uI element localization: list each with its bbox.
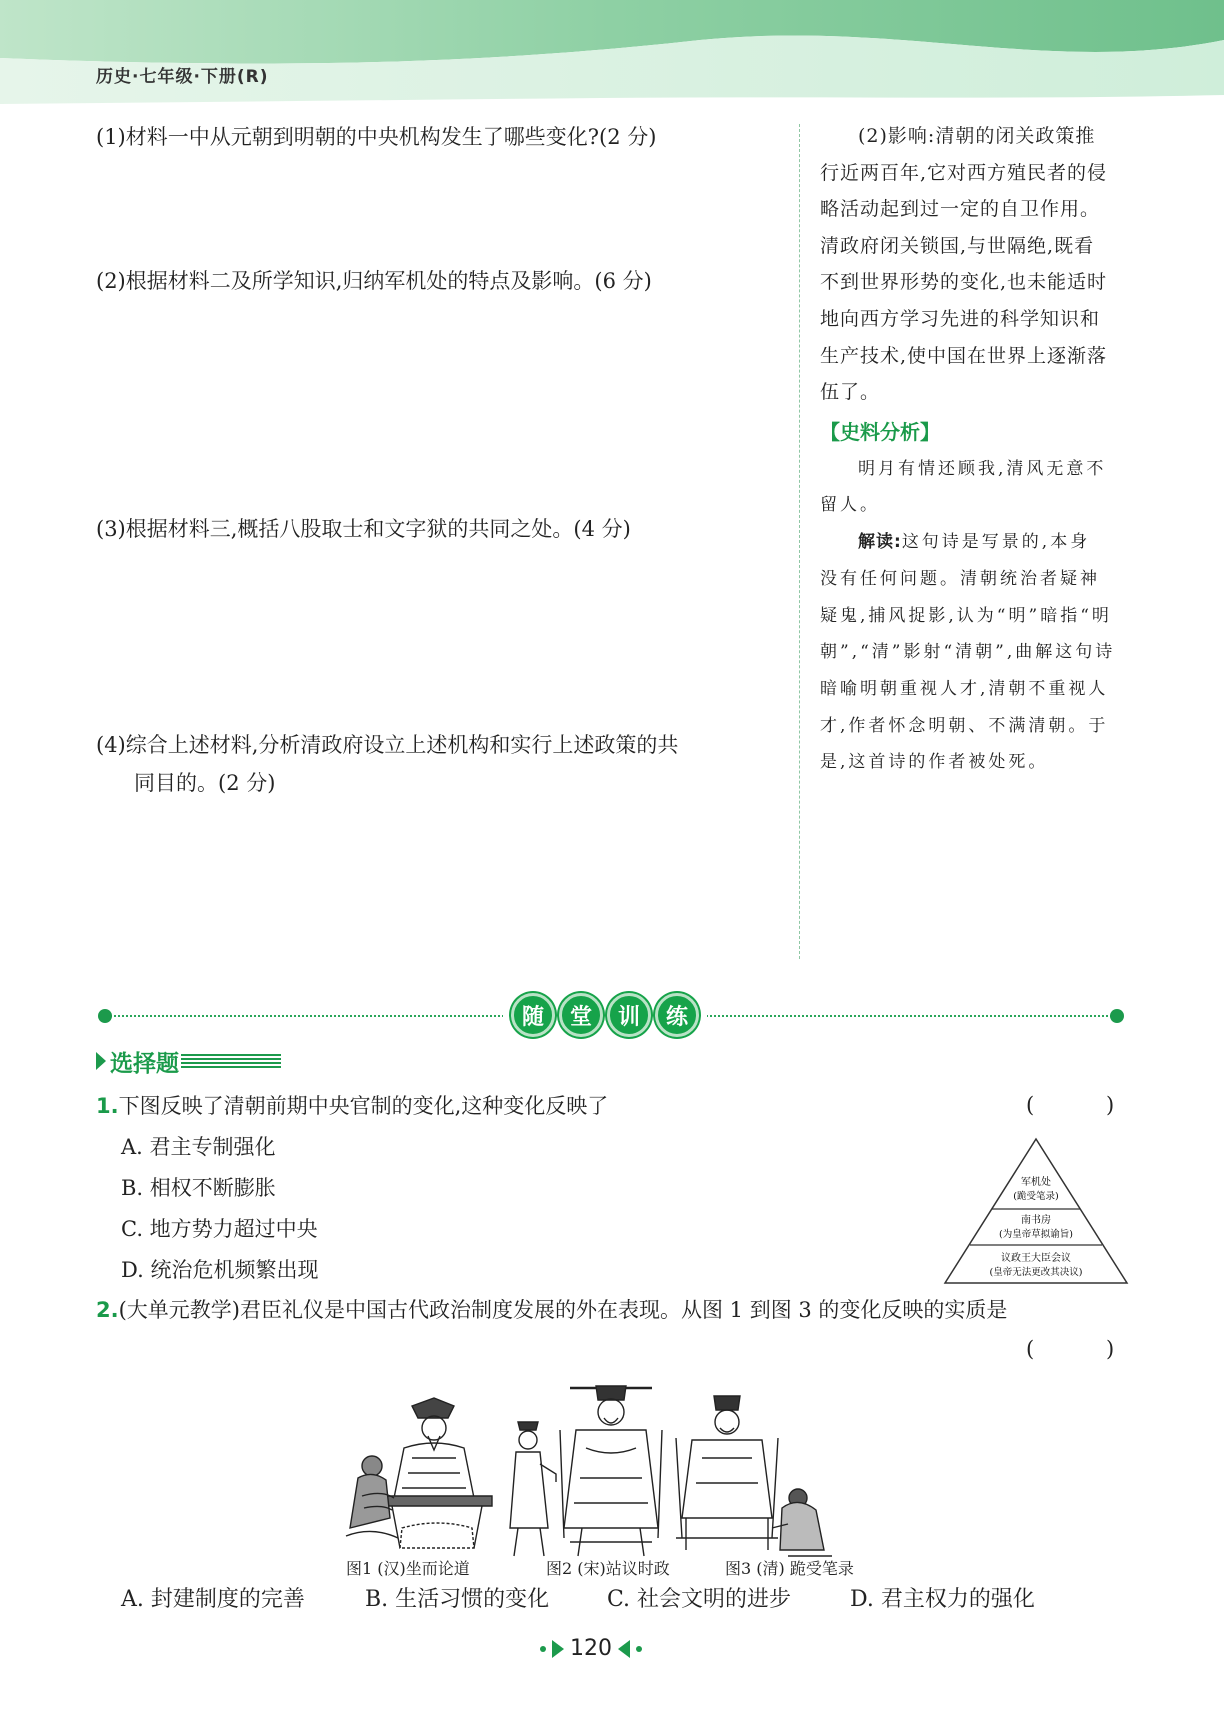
pyramid-top-label: 军机处: [1021, 1177, 1051, 1188]
reading-line: 是,这首诗的作者被处死。: [820, 752, 1049, 773]
pyramid-top-note: (跪受笔录): [1013, 1191, 1059, 1202]
sidebar-line: 略活动起到过一定的自卫作用。: [820, 198, 1101, 221]
answer-paren[interactable]: [1026, 1337, 1114, 1361]
reading-line-first: [820, 524, 1130, 561]
figure-1-illustration: [346, 1398, 492, 1548]
reading-line: 朝”,“清”影射“清朝”,曲解这句诗: [820, 642, 1116, 663]
sidebar-line: 伍了。: [820, 381, 881, 404]
section-title-badges: [503, 990, 707, 1042]
figure-1-caption: 图1 (汉)坐而论道: [346, 1559, 470, 1578]
choice-section-heading: [96, 1046, 281, 1076]
option-d[interactable]: D. 统治危机频繁出现: [121, 1258, 319, 1282]
sidebar-line: 清政府闭关锁国,与世隔绝,既看: [820, 234, 1095, 257]
answer-sidebar: [820, 118, 1130, 781]
header-title: 历史·七年级·下册(R): [96, 67, 269, 87]
source-analysis-heading: 【史料分析】: [820, 419, 940, 444]
section-bar: [98, 996, 1124, 1036]
figure-2-caption: 图2 (宋)站议时政: [546, 1559, 670, 1578]
question-number: 1.: [96, 1094, 119, 1118]
reading-line: 暗喻明朝重视人才,清朝不重视人: [820, 678, 1109, 699]
section-dot-left: [98, 1009, 112, 1023]
reading-label: 解读:: [858, 532, 902, 553]
option-c[interactable]: C. 地方势力超过中央: [121, 1217, 318, 1241]
reading-text: 这句诗是写景的,本身: [901, 532, 1091, 553]
option-a[interactable]: A. 君主专制强化: [121, 1135, 276, 1159]
arrow-right-icon: [552, 1640, 564, 1658]
pyramid-middle-note: (为皇帝草拟谕旨): [999, 1229, 1073, 1240]
triangle-arrow-icon: [96, 1052, 106, 1070]
paren-close: ): [1106, 1337, 1115, 1361]
mc-question-2: [96, 1290, 1007, 1330]
section-dot-right: [1110, 1009, 1124, 1023]
column-divider: [799, 124, 800, 959]
figure-3-illustration: [676, 1396, 832, 1556]
reading-line: 才,作者怀念明朝、不满清朝。于: [820, 715, 1109, 736]
paren-open: (: [1026, 1093, 1035, 1117]
option-d[interactable]: D. 君主权力的强化: [850, 1587, 1035, 1612]
pyramid-bottom-note: (皇帝无法更改其决议): [989, 1267, 1083, 1278]
option-a[interactable]: A. 封建制度的完善: [121, 1587, 305, 1612]
question-2: (2)根据材料二及所学知识,归纳军机处的特点及影响。(6 分): [96, 269, 652, 293]
mc-question-1: [96, 1086, 608, 1126]
sidebar-line: 生产技术,使中国在世界上逐渐落: [820, 344, 1108, 367]
option-b[interactable]: B. 相权不断膨胀: [121, 1176, 276, 1200]
figure-2-illustration: [510, 1386, 662, 1556]
section-badge: 训: [607, 993, 651, 1037]
section-badge: 练: [655, 993, 699, 1037]
paren-close: ): [1106, 1093, 1115, 1117]
paren-open: (: [1026, 1337, 1035, 1361]
option-c[interactable]: C. 社会文明的进步: [607, 1587, 792, 1612]
sidebar-line: (2)影响:清朝的闭关政策推: [858, 125, 1096, 147]
figure-3-caption: 图3 (清) 跪受笔录: [725, 1559, 854, 1578]
poem-line: 留人。: [820, 495, 880, 516]
pyramid-bottom-label: 议政王大臣会议: [1001, 1253, 1071, 1264]
question-4: (4)综合上述材料,分析清政府设立上述机构和实行上述政策的共: [96, 733, 679, 757]
question-text: (大单元教学)君臣礼仪是中国古代政治制度发展的外在表现。从图 1 到图 3 的变化反映的实质是: [118, 1298, 1008, 1322]
page-number-bar: [540, 1636, 642, 1661]
pyramid-middle-label: 南书房: [1021, 1215, 1051, 1226]
sidebar-line: 不到世界形势的变化,也未能适时: [820, 271, 1108, 294]
section-badge: 堂: [559, 993, 603, 1037]
option-b[interactable]: B. 生活习惯的变化: [365, 1587, 550, 1612]
sidebar-line: 地向西方学习先进的科学知识和: [820, 307, 1101, 330]
page-number: 120: [570, 1636, 612, 1661]
question-number: 2.: [96, 1298, 119, 1322]
reading-line: 没有任何问题。清朝统治者疑神: [820, 568, 1100, 589]
dot-icon: [636, 1646, 642, 1652]
dot-icon: [540, 1646, 546, 1652]
section-badge: 随: [511, 993, 555, 1037]
reading-line: 疑鬼,捕风捉影,认为“明”暗指“明: [820, 605, 1112, 626]
answer-paren[interactable]: [1026, 1093, 1114, 1117]
header-wave: [0, 0, 1224, 110]
question-1: (1)材料一中从元朝到明朝的中央机构发生了哪些变化?(2 分): [96, 125, 657, 149]
question-4-continued: 同目的。(2 分): [134, 771, 276, 795]
choice-title: 选择题: [110, 1050, 179, 1077]
question-text: 下图反映了清朝前期中央官制的变化,这种变化反映了: [118, 1094, 609, 1118]
stripes-decoration: [181, 1054, 281, 1068]
etiquette-illustrations: [342, 1378, 882, 1562]
question-3: (3)根据材料三,概括八股取士和文字狱的共同之处。(4 分): [96, 517, 631, 541]
poem-line: 明月有情还顾我,清风无意不: [858, 458, 1107, 479]
sidebar-line: 行近两百年,它对西方殖民者的侵: [820, 161, 1108, 184]
official-system-pyramid: [943, 1137, 1129, 1285]
arrow-left-icon: [618, 1640, 630, 1658]
